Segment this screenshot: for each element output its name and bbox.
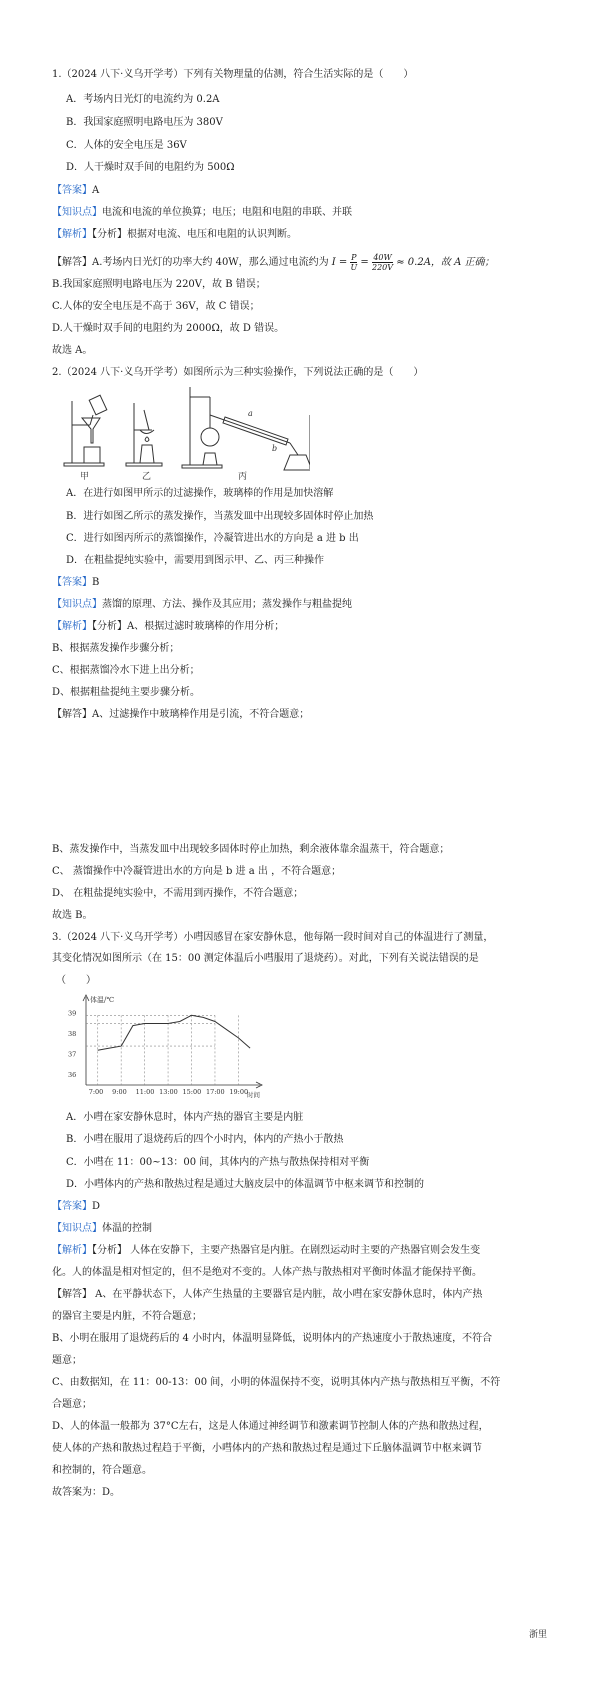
q3-option-b: B．小嘒在服用了退烧药后的四个小时内，体内的产热小于散热 bbox=[66, 1134, 344, 1145]
temperature-series-line bbox=[98, 1015, 250, 1050]
answer-value: A bbox=[92, 185, 100, 196]
solution-result: ≈ 0.2A，故 A 正确； bbox=[396, 257, 495, 268]
y-tick-label: 39 bbox=[68, 1009, 77, 1018]
y-tick-label: 37 bbox=[68, 1050, 77, 1059]
fraction-40w-220v: $\frac{40W}{220V}$ bbox=[372, 253, 394, 272]
solution-text: A.考场内日光灯的功率大约 40W，那么通过电流约为 bbox=[92, 257, 329, 268]
q2-option-b: B．进行如图乙所示的蒸发操作，当蒸发皿中出现较多固体时停止加热 bbox=[66, 511, 374, 522]
knowledge-tag: 【知识点】 bbox=[52, 207, 102, 218]
q1-stem: 1.（2024 八下·义乌开学考）下列有关物理量的估测，符合生活实际的是（ ） bbox=[52, 69, 414, 80]
q3-solution-line5: C、由数据知，在 11：00-13：00 间，小明的体温保持不变，说明其体内产热与散热相互平衡，不符 bbox=[52, 1377, 501, 1388]
inlet-label-a: a bbox=[248, 409, 253, 418]
q3-solution-line4: 题意； bbox=[52, 1355, 82, 1366]
answer-tag: 【答案】 bbox=[52, 1201, 92, 1212]
q2-option-d: D．在粗盐提纯实验中，需要用到图示甲、乙、丙三种操作 bbox=[66, 555, 325, 566]
answer-value: D bbox=[92, 1201, 101, 1212]
q2-stem: 2.（2024 八下·义乌开学考）如图所示为三种实验操作，下列说法正确的是（ ） bbox=[52, 367, 424, 378]
q2-solution-a: 【解答】A、过滤操作中玻璃棒作用是引流，不符合题意； bbox=[52, 709, 310, 720]
q1-option-a: A．考场内日光灯的电流约为 0.2A bbox=[66, 94, 220, 105]
q3-solution-line6: 合题意； bbox=[52, 1399, 92, 1410]
q1-option-d: D．人干燥时双手间的电阻约为 500Ω bbox=[66, 162, 235, 173]
q2-solution-c: C、 蒸馏操作中冷凝管进出水的方向是 b 进 a 出 ，不符合题意； bbox=[52, 866, 342, 877]
x-tick-label: 11:00 bbox=[135, 1088, 155, 1096]
x-tick-label: 7:00 bbox=[88, 1088, 104, 1096]
q1-solution-c: C.人体的安全电压是不高于 36V，故 C 错误； bbox=[52, 301, 260, 312]
x-tick-label: 13:00 bbox=[159, 1088, 178, 1096]
outlet-label-b: b bbox=[272, 444, 278, 453]
x-tick-label: 15:00 bbox=[182, 1088, 202, 1096]
q2-option-c: C．进行如图丙所示的蒸馏操作，冷凝管进出水的方向是 a 进 b 出 bbox=[66, 533, 359, 544]
q3-solution-line3: B、小明在服用了退烧药后的 4 小时内，体温明显降低，说明体内的产热速度小于散热速度，不符合 bbox=[52, 1333, 493, 1344]
q2-answer bbox=[52, 576, 99, 589]
evaporation-apparatus bbox=[126, 403, 162, 466]
x-axis-label: 时间 bbox=[247, 1091, 260, 1099]
q3-analysis-line2: 化。人的体温是相对恒定的，但不是绝对不变的。人体产热与散热相对平衡时体温才能保持平衡。 bbox=[52, 1267, 482, 1278]
q3-option-a: A．小嘒在家安静休息时，体内产热的器官主要是内脏 bbox=[66, 1112, 304, 1123]
q3-answer bbox=[52, 1200, 100, 1213]
q2-knowledge-point bbox=[52, 598, 352, 611]
q3-solution-line8: 使人体的产热和散热过程趋于平衡，小嘒体内的产热和散热过程是通过下丘脑体温调节中枢来调节 bbox=[52, 1443, 482, 1454]
current-symbol: I = bbox=[331, 257, 348, 268]
q1-solution: 【解答】A.考场内日光灯的功率大约 40W，那么通过电流约为 I = $\frac{P}{U}$ = $\frac{40W}{220V}$ ≈ 0.2A，故 A 正确； bbox=[52, 253, 495, 272]
knowledge-tag: 【知识点】 bbox=[52, 1223, 102, 1234]
q1-conclusion: 故选 A。 bbox=[52, 345, 93, 356]
q3-analysis bbox=[52, 1244, 480, 1257]
answer-tag: 【答案】 bbox=[52, 577, 92, 588]
figure-label-yi: 乙 bbox=[142, 472, 152, 480]
x-tick-label: 9:00 bbox=[112, 1088, 127, 1096]
q3-stem-line1: 3.（2024 八下·义乌开学考）小嘒因感冒在家安静休息，他每隔一段时间对自己的体温进行了测量， bbox=[52, 932, 494, 943]
q2-analysis-d: D、根据粗盐提纯主要步骤分析。 bbox=[52, 687, 201, 698]
lab-apparatus-figure bbox=[60, 385, 310, 480]
q3-stem-line2: 其变化情况如图所示（在 15：00 测定体温后小嘒服用了退烧药）。对此，下列有关说法错误的是 bbox=[52, 953, 479, 964]
analysis-tag: 【解析】 bbox=[52, 229, 92, 240]
q2-analysis-c: C、根据蒸馏冷水下进上出分析； bbox=[52, 665, 200, 676]
q1-option-c: C．人体的安全电压是 36V bbox=[66, 140, 187, 151]
body-temperature-chart bbox=[60, 993, 270, 1103]
q2-solution-b: B、蒸发操作中，当蒸发皿中出现较多固体时停止加热，剩余液体靠余温蒸干，符合题意； bbox=[52, 844, 450, 855]
figure-label-jia: 甲 bbox=[80, 472, 90, 480]
analysis-text: 【分析】根据对电流、电压和电阻的认识判断。 bbox=[92, 229, 297, 240]
q1-solution-b: B.我国家庭照明电路电压为 220V，故 B 错误； bbox=[52, 279, 266, 290]
q3-knowledge-point bbox=[52, 1222, 152, 1235]
x-tick-label: 17:00 bbox=[205, 1088, 225, 1096]
q1-option-b: B．我国家庭照明电路电压为 380V bbox=[66, 117, 223, 128]
analysis-text: 【分析】 人体在安静下，主要产热器官是内脏。在剧烈运动时主要的产热器官则会发生变 bbox=[92, 1245, 481, 1256]
page-footer: 浙里 bbox=[528, 1630, 547, 1640]
filtration-apparatus bbox=[64, 395, 107, 466]
q1-answer bbox=[52, 184, 99, 197]
q1-knowledge-point bbox=[52, 206, 352, 219]
knowledge-text: 蒸馏的原理、方法、操作及其应用；蒸发操作与粗盐提纯 bbox=[102, 599, 352, 610]
knowledge-tag: 【知识点】 bbox=[52, 599, 102, 610]
q3-solution-line7: D、人的体温一般都为 37°C左右，这是人体通过神经调节和激素调节控制人体的产热和散热过程， bbox=[52, 1421, 489, 1432]
q3-solution-line9: 和控制的，符合题意。 bbox=[52, 1465, 152, 1476]
q3-stem-line3: （ ） bbox=[56, 975, 96, 986]
q3-solution-line1: 【解答】 A、在平静状态下，人体产生热量的主要器官是内脏，故小嘒在家安静休息时，体内产热 bbox=[52, 1289, 483, 1300]
q1-analysis bbox=[52, 228, 297, 241]
x-tick-label: 19:00 bbox=[229, 1088, 249, 1096]
q3-solution-line2: 的器官主要是内脏，不符合题意； bbox=[52, 1311, 202, 1322]
q2-conclusion: 故选 B。 bbox=[52, 910, 93, 921]
knowledge-text: 电流和电流的单位换算；电压；电阻和电阻的串联、并联 bbox=[102, 207, 352, 218]
analysis-tag: 【解析】 bbox=[52, 621, 92, 632]
answer-value: B bbox=[92, 577, 100, 588]
q1-solution-d: D.人干燥时双手间的电阻约为 2000Ω，故 D 错误。 bbox=[52, 323, 285, 334]
fraction-p-u: $\frac{P}{U}$ bbox=[350, 253, 358, 272]
y-tick-label: 36 bbox=[68, 1070, 77, 1079]
solution-tag: 【解答】 bbox=[52, 257, 92, 268]
answer-tag: 【答案】 bbox=[52, 185, 92, 196]
analysis-tag: 【解析】 bbox=[52, 1245, 92, 1256]
q2-analysis bbox=[52, 620, 284, 633]
figure-label-bing: 丙 bbox=[238, 472, 248, 480]
q3-option-d: D．小嘒体内的产热和散热过程是通过大脑皮层中的体温调节中枢来调节和控制的 bbox=[66, 1179, 425, 1190]
q2-solution-d: D、 在粗盐提纯实验中，不需用到丙操作，不符合题意； bbox=[52, 888, 304, 899]
y-tick-label: 38 bbox=[68, 1029, 77, 1038]
q3-option-c: C．小嘒在 11：00~13：00 间，其体内的产热与散热保持相对平衡 bbox=[66, 1157, 370, 1168]
knowledge-text: 体温的控制 bbox=[102, 1223, 152, 1234]
q3-conclusion: 故答案为：D。 bbox=[52, 1487, 121, 1498]
analysis-text: 【分析】A、根据过滤时玻璃棒的作用分析； bbox=[92, 621, 285, 632]
q2-option-a: A．在进行如图甲所示的过滤操作，玻璃棒的作用是加快溶解 bbox=[66, 488, 334, 499]
y-axis-label: 体温/℃ bbox=[90, 996, 115, 1004]
distillation-apparatus bbox=[182, 387, 310, 470]
q2-analysis-b: B、根据蒸发操作步骤分析； bbox=[52, 643, 180, 654]
